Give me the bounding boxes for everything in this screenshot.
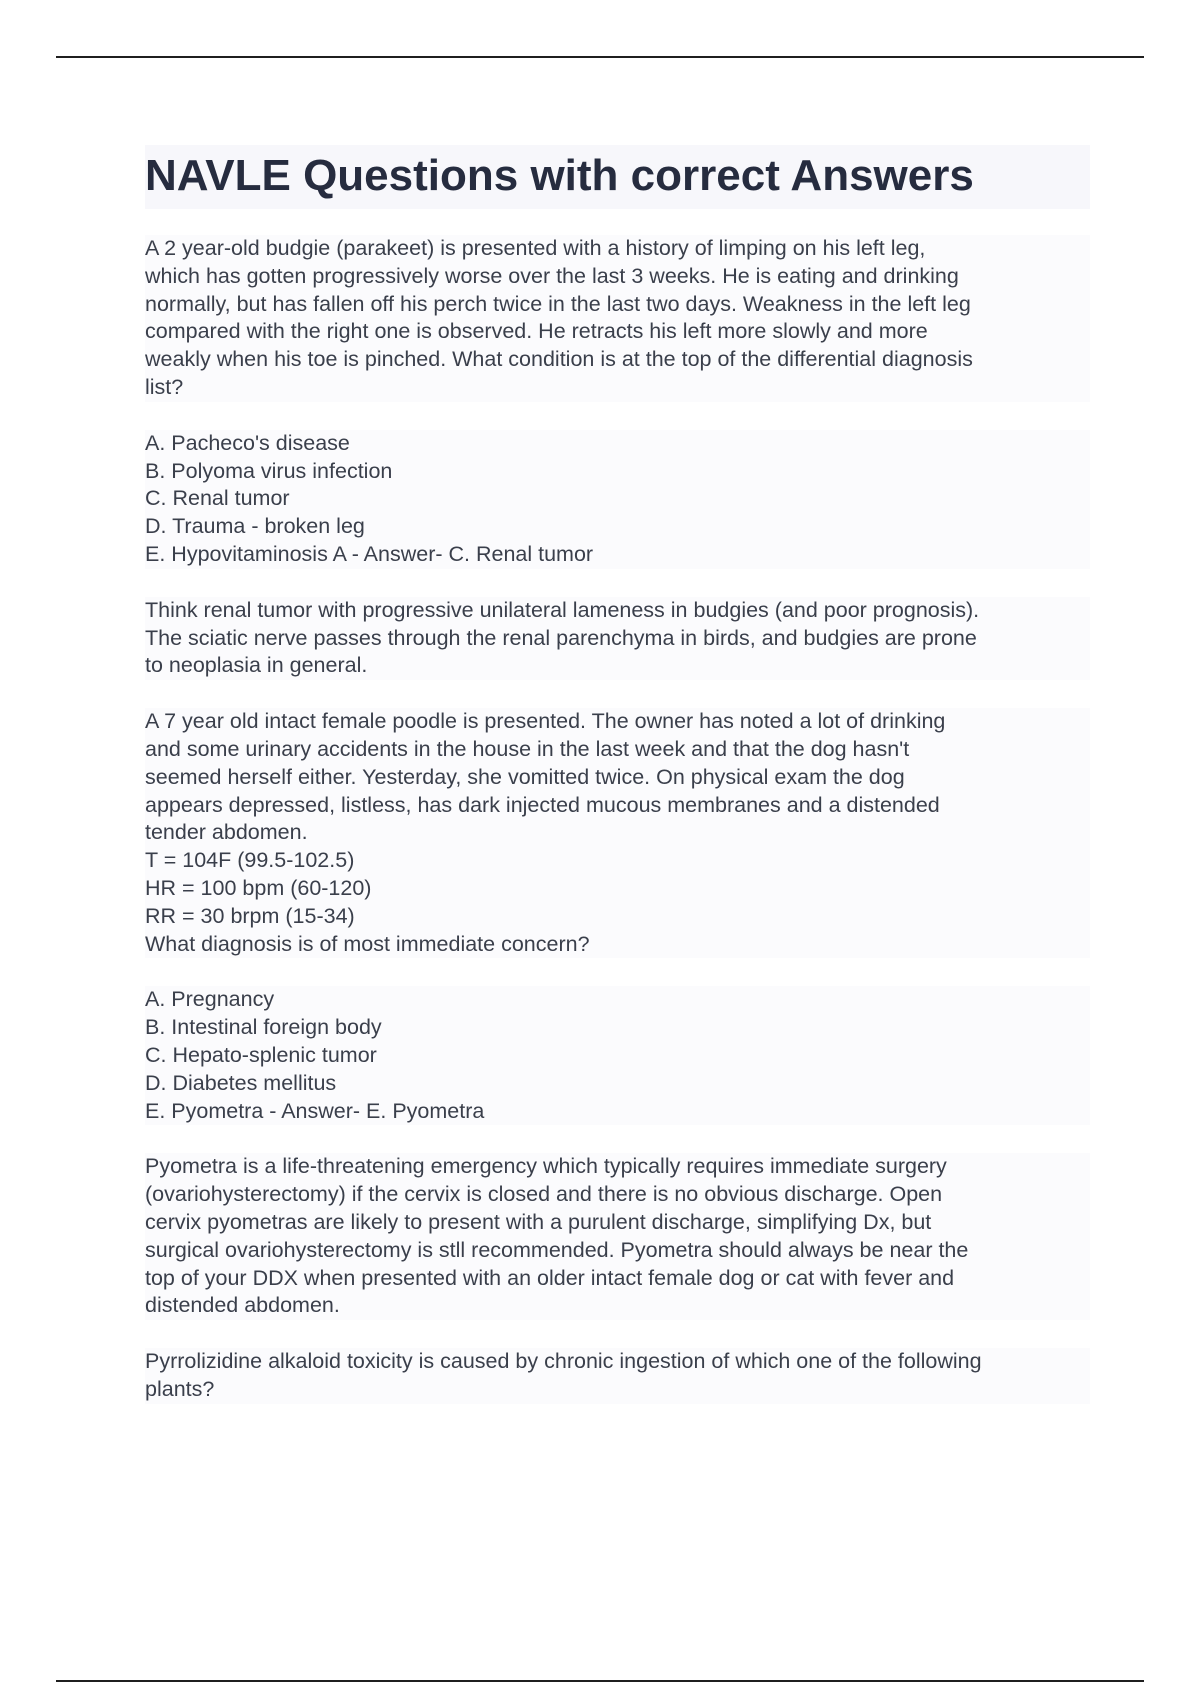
question-2-explanation [145, 1153, 1090, 1320]
option-e-answer: E. Pyometra - Answer- E. Pyometra [145, 1098, 485, 1123]
text-line: (ovariohysterectomy) if the cervix is closed and there is no obvious discharge. Open [145, 1182, 943, 1207]
text-line: Think renal tumor with progressive unilateral lameness in budgies (and poor prognosis). [145, 597, 980, 622]
option-d: D. Diabetes mellitus [145, 1070, 337, 1095]
option-b: B. Polyoma virus infection [145, 458, 393, 483]
option-c: C. Hepato-splenic tumor [145, 1042, 377, 1067]
document-title: NAVLE Questions with correct Answers [145, 145, 1090, 209]
text-line: Pyrrolizidine alkaloid toxicity is caused by chronic ingestion of which one of the following [145, 1349, 982, 1374]
text-line: and some urinary accidents in the house in the last week and that the dog hasn't [145, 736, 910, 761]
text-line: seemed herself either. Yesterday, she vomitted twice. On physical exam the dog [145, 764, 905, 789]
option-a: A. Pregnancy [145, 987, 275, 1012]
text-line: cervix pyometras are likely to present with a purulent discharge, simplifying Dx, but [145, 1209, 932, 1234]
option-d: D. Trauma - broken leg [145, 514, 365, 539]
text-line: surgical ovariohysterectomy is stll recommended. Pyometra should always be near the [145, 1237, 969, 1262]
text-line: A 7 year old intact female poodle is presented. The owner has noted a lot of drinking [145, 709, 946, 734]
option-c: C. Renal tumor [145, 486, 290, 511]
text-line: The sciatic nerve passes through the renal parenchyma in birds, and budgies are prone [145, 625, 977, 650]
vital-temperature: T = 104F (99.5-102.5) [145, 848, 355, 873]
text-line: Pyometra is a life-threatening emergency which typically requires immediate surgery [145, 1154, 947, 1179]
text-line: tender abdomen. [145, 820, 308, 845]
text-line: What diagnosis is of most immediate concern? [145, 931, 590, 956]
text-line: weakly when his toe is pinched. What condition is at the top of the differential diagnosis [145, 347, 973, 372]
option-a: A. Pacheco's disease [145, 430, 350, 455]
question-2 [145, 708, 1090, 958]
text-line: which has gotten progressively worse over the last 3 weeks. He is eating and drinking [145, 263, 959, 288]
document-body [145, 145, 1090, 1432]
text-line: top of your DDX when presented with an older intact female dog or cat with fever and [145, 1265, 955, 1290]
vital-heart-rate: HR = 100 bpm (60-120) [145, 875, 372, 900]
bottom-rule [56, 1680, 1144, 1682]
question-1 [145, 235, 1090, 402]
question-2-options [145, 986, 1090, 1125]
option-e-answer: E. Hypovitaminosis A - Answer- C. Renal tumor [145, 541, 594, 566]
text-line: list? [145, 374, 184, 399]
question-1-explanation [145, 597, 1090, 680]
vital-resp-rate: RR = 30 brpm (15-34) [145, 903, 355, 928]
text-line: appears depressed, listless, has dark injected mucous membranes and a distended [145, 792, 940, 817]
text-line: compared with the right one is observed. He retracts his left more slowly and more [145, 319, 928, 344]
text-line: A 2 year-old budgie (parakeet) is presented with a history of limping on his left leg, [145, 236, 926, 260]
text-line: normally, but has fallen off his perch twice in the last two days. Weakness in the left leg [145, 291, 971, 316]
text-line: plants? [145, 1376, 215, 1401]
question-1-options [145, 430, 1090, 569]
text-line: to neoplasia in general. [145, 653, 368, 678]
question-3 [145, 1348, 1090, 1404]
option-b: B. Intestinal foreign body [145, 1015, 382, 1040]
top-rule [56, 56, 1144, 58]
text-line: distended abdomen. [145, 1293, 340, 1318]
